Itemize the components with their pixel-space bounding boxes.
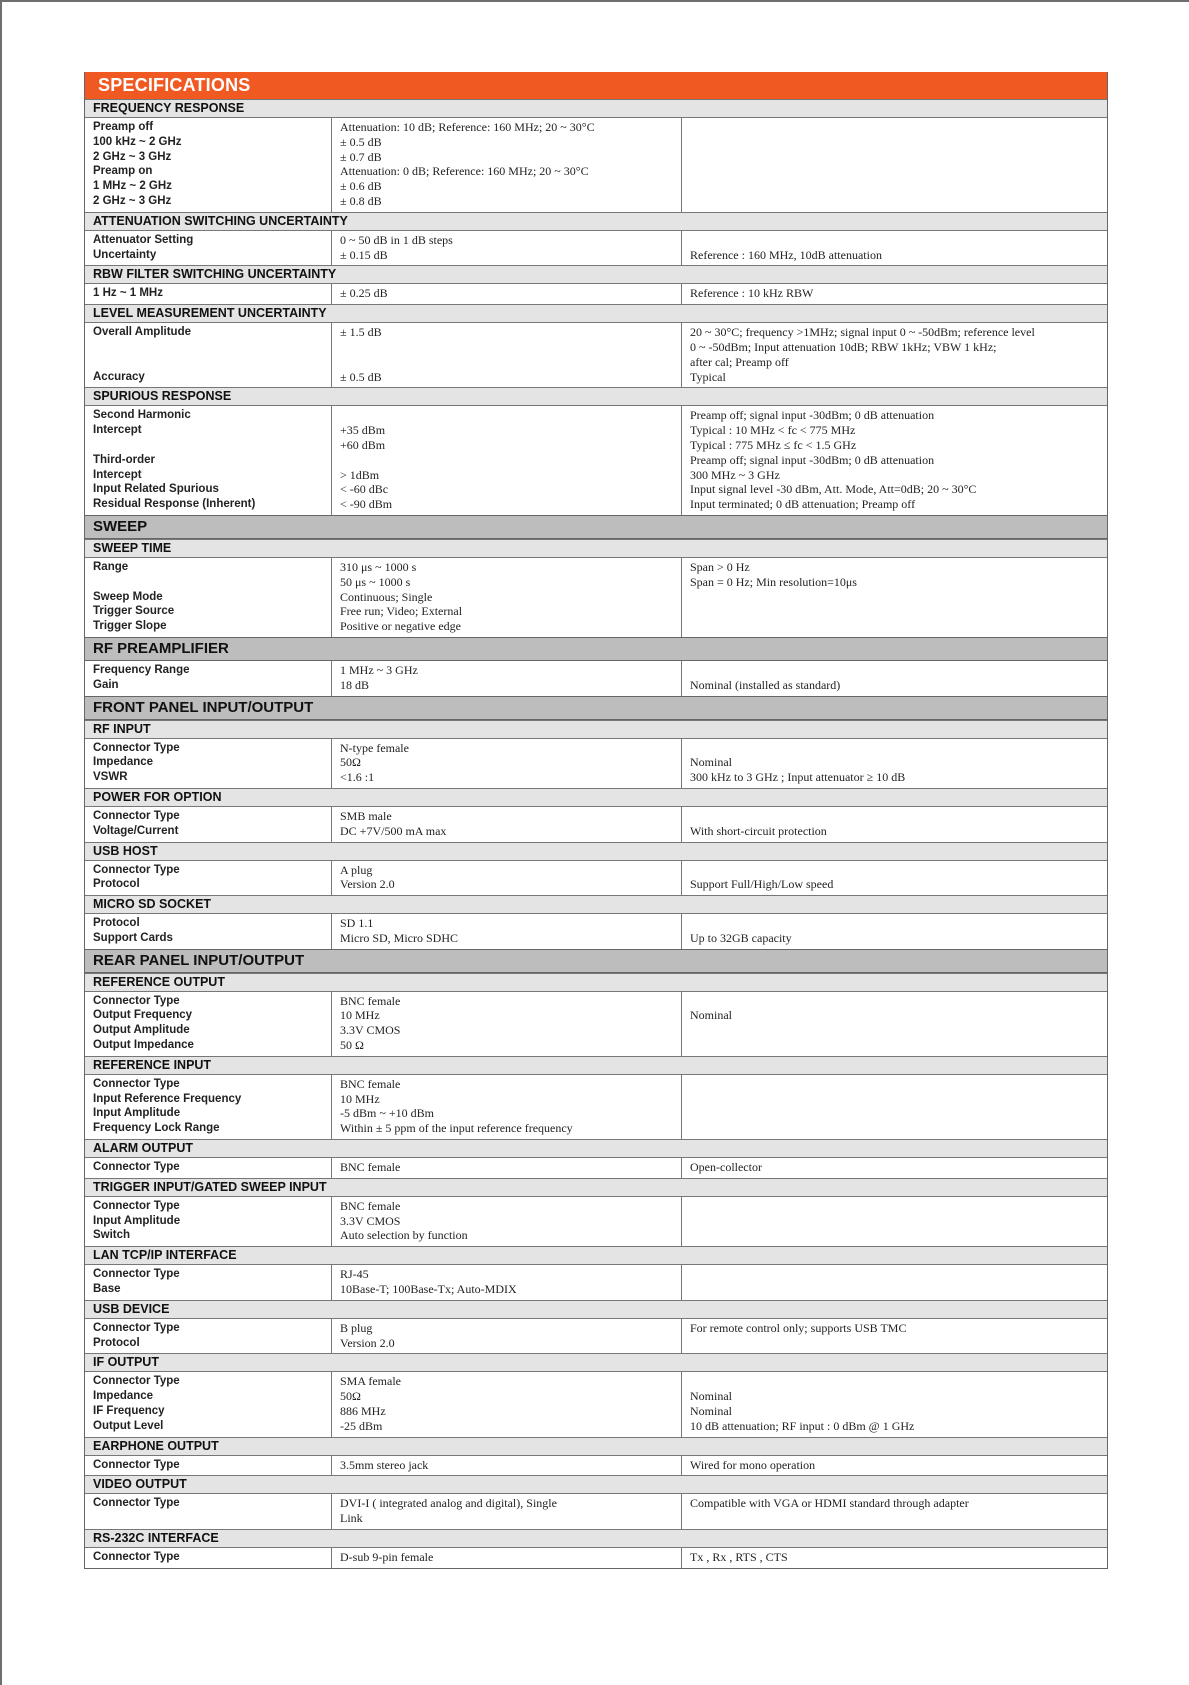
spec-value: [331, 1494, 681, 1529]
section-header: LAN TCP/IP INTERFACE: [85, 1246, 1107, 1265]
spec-note: [681, 807, 1107, 842]
spec-note-line: [690, 1214, 1099, 1229]
spec-note-line: 20 ~ 30°C; frequency >1MHz; signal input 0 ~ -50dBm; reference level: [690, 325, 1035, 340]
spec-label-line: Residual Response (Inherent): [93, 498, 256, 511]
spec-row: [85, 914, 1107, 949]
spec-row: [85, 1456, 1107, 1476]
section-header: ATTENUATION SWITCHING UNCERTAINTY: [85, 212, 1107, 231]
spec-note-line: [690, 1038, 1099, 1053]
spec-label-line: Connector Type: [93, 1551, 180, 1564]
spec-value-line: Auto selection by function: [340, 1228, 468, 1243]
section-header: RBW FILTER SWITCHING UNCERTAINTY: [85, 265, 1107, 284]
spec-note-line: [690, 1199, 1099, 1214]
spec-value-line: <1.6 :1: [340, 770, 375, 785]
spec-value-line: 886 MHz: [340, 1404, 386, 1419]
spec-value: [331, 1548, 681, 1568]
spec-label-line: Connector Type: [93, 1458, 180, 1471]
section-header: TRIGGER INPUT/GATED SWEEP INPUT: [85, 1178, 1107, 1197]
spec-note: [681, 406, 1107, 515]
spec-value-line: BNC female: [340, 1160, 401, 1175]
spec-label: [85, 992, 331, 1056]
spec-value: [331, 231, 681, 266]
spec-label-line: Preamp on: [93, 165, 153, 178]
spec-value-line: [340, 355, 673, 370]
spec-note-line: Wired for mono operation: [690, 1457, 816, 1472]
spec-note-line: Reference : 10 kHz RBW: [690, 286, 814, 301]
spec-label-line: Trigger Source: [93, 605, 175, 618]
spec-value: [331, 1372, 681, 1436]
spec-value: [331, 1197, 681, 1246]
spec-label-line: Switch: [93, 1229, 131, 1242]
spec-note-line: Nominal: [690, 755, 732, 770]
spec-value-line: ± 0.5 dB: [340, 369, 382, 384]
spec-note-line: Input signal level -30 dBm, Att. Mode, Att=0dB; 20 ~ 30°C: [690, 482, 977, 497]
spec-value-line: Free run; Video; External: [340, 604, 463, 619]
spec-label-line: [93, 575, 323, 590]
spec-value-line: [340, 453, 673, 468]
spec-note-line: 300 kHz to 3 GHz ; Input attenuator ≥ 10 dB: [690, 770, 906, 785]
spec-label-line: Gain: [93, 678, 119, 691]
spec-label-line: [93, 340, 323, 355]
spec-row: [85, 1494, 1107, 1529]
section-header: ALARM OUTPUT: [85, 1139, 1107, 1158]
spec-note: [681, 1548, 1107, 1568]
spec-note: [681, 739, 1107, 788]
spec-note-line: after cal; Preamp off: [690, 354, 789, 369]
section-header: FRONT PANEL INPUT/OUTPUT: [85, 696, 1107, 720]
spec-value-line: Version 2.0: [340, 877, 395, 892]
spec-label-line: Protocol: [93, 917, 140, 930]
spec-label-line: [93, 438, 323, 453]
spec-label: [85, 1372, 331, 1436]
spec-value: [331, 739, 681, 788]
spec-label: [85, 558, 331, 637]
spec-value-line: DVI-I ( integrated analog and digital), Single: [340, 1496, 557, 1511]
section-header: EARPHONE OUTPUT: [85, 1437, 1107, 1456]
spec-value-line: 1 MHz ~ 3 GHz: [340, 662, 418, 677]
spec-note: [681, 1265, 1107, 1300]
section-header: REFERENCE OUTPUT: [85, 973, 1107, 992]
spec-value-line: 3.3V CMOS: [340, 1213, 401, 1228]
spec-row: [85, 1197, 1107, 1246]
spec-label: [85, 1494, 331, 1529]
spec-note-line: Preamp off; signal input -30dBm; 0 dB attenuation: [690, 408, 935, 423]
spec-label: [85, 1197, 331, 1246]
spec-value-line: BNC female: [340, 1198, 401, 1213]
spec-value-line: [340, 408, 673, 423]
spec-label-line: Impedance: [93, 756, 154, 769]
section-header: RF INPUT: [85, 720, 1107, 739]
spec-value-line: 18 dB: [340, 677, 370, 692]
spec-note-line: [690, 1077, 1099, 1092]
spec-note-line: [690, 194, 1099, 209]
spec-row: [85, 1158, 1107, 1178]
section-header: IF OUTPUT: [85, 1353, 1107, 1372]
spec-value-line: Micro SD, Micro SDHC: [340, 930, 459, 945]
spec-value-line: N-type female: [340, 740, 409, 755]
spec-value-line: ± 1.5 dB: [340, 325, 382, 340]
spec-note-line: [690, 120, 1099, 135]
spec-value-line: [340, 340, 673, 355]
spec-note-line: [690, 604, 1099, 619]
spec-note-line: [690, 1092, 1099, 1107]
spec-note: [681, 1456, 1107, 1476]
spec-row: [85, 231, 1107, 266]
spec-label-line: Range: [93, 560, 129, 573]
spec-label-line: 100 kHz ~ 2 GHz: [93, 135, 182, 148]
spec-value-line: ± 0.25 dB: [340, 286, 388, 301]
spec-label-line: Output Impedance: [93, 1039, 194, 1052]
spec-label-line: Intercept: [93, 424, 142, 437]
spec-note-line: [690, 809, 1099, 824]
spec-label-line: 1 Hz ~ 1 MHz: [93, 287, 163, 300]
spec-label-line: Sweep Mode: [93, 590, 163, 603]
spec-label-line: Impedance: [93, 1390, 154, 1403]
spec-label: [85, 1456, 331, 1476]
spec-row: [85, 661, 1107, 696]
spec-label-line: Connector Type: [93, 1161, 180, 1174]
spec-value-line: 50 μs ~ 1000 s: [340, 574, 411, 589]
spec-value-line: Attenuation: 0 dB; Reference: 160 MHz; 20 ~ 30°C: [340, 164, 589, 179]
spec-label-line: Connector Type: [93, 1077, 180, 1090]
spec-value-line: BNC female: [340, 993, 401, 1008]
specifications-table: [84, 72, 1108, 1569]
spec-value-line: > 1dBm: [340, 467, 380, 482]
spec-row: [85, 1372, 1107, 1436]
spec-note-line: Nominal: [690, 1404, 732, 1419]
spec-note-line: [690, 1374, 1099, 1389]
spec-label-line: Connector Type: [93, 1321, 180, 1334]
spec-label: [85, 1319, 331, 1354]
spec-value-line: Positive or negative edge: [340, 619, 461, 634]
spec-note-line: Preamp off; signal input -30dBm; 0 dB attenuation: [690, 452, 935, 467]
spec-value-line: ± 0.8 dB: [340, 193, 382, 208]
spec-label-line: Connector Type: [93, 1199, 180, 1212]
spec-label-line: Second Harmonic: [93, 409, 191, 422]
spec-note-line: [690, 1511, 1099, 1526]
spec-note: [681, 914, 1107, 949]
spec-value-line: 10 MHz: [340, 1091, 380, 1106]
spec-value-line: 10 MHz: [340, 1008, 380, 1023]
spec-row: [85, 992, 1107, 1056]
section-header: RF PREAMPLIFIER: [85, 637, 1107, 661]
spec-label-line: IF Frequency: [93, 1405, 165, 1418]
spec-note: [681, 323, 1107, 387]
spec-label-line: Attenuator Setting: [93, 233, 194, 246]
spec-note-line: Nominal (installed as standard): [690, 677, 841, 692]
spec-note-line: Tx , Rx , RTS , CTS: [690, 1550, 788, 1565]
spec-label-line: [93, 1511, 323, 1526]
section-header: SWEEP: [85, 515, 1107, 539]
spec-value-line: Attenuation: 10 dB; Reference: 160 MHz; 20 ~ 30°C: [340, 120, 595, 134]
section-header: VIDEO OUTPUT: [85, 1475, 1107, 1494]
spec-label-line: 2 GHz ~ 3 GHz: [93, 194, 172, 207]
spec-value-line: +35 dBm: [340, 423, 386, 438]
spec-note-line: [690, 619, 1099, 634]
spec-label-line: Output Frequency: [93, 1009, 193, 1022]
spec-value-line: D-sub 9-pin female: [340, 1550, 434, 1565]
spec-note-line: Nominal: [690, 1389, 732, 1404]
spec-label: [85, 323, 331, 387]
spec-value: [331, 861, 681, 896]
spec-value-line: -5 dBm ~ +10 dBm: [340, 1106, 434, 1121]
spec-row: [85, 406, 1107, 515]
spec-note-line: Nominal: [690, 1008, 732, 1023]
section-header: RS-232C INTERFACE: [85, 1529, 1107, 1548]
spec-row: [85, 1548, 1107, 1568]
spec-note: [681, 1372, 1107, 1436]
spec-value: [331, 558, 681, 637]
spec-label-line: Output Level: [93, 1419, 164, 1432]
spec-label-line: Support Cards: [93, 931, 173, 944]
spec-row: [85, 861, 1107, 896]
spec-value: [331, 914, 681, 949]
spec-label: [85, 861, 331, 896]
spec-label-line: Base: [93, 1283, 121, 1296]
spec-note-line: [690, 663, 1099, 678]
spec-label-line: Connector Type: [93, 863, 180, 876]
spec-note-line: [690, 164, 1099, 179]
spec-value-line: BNC female: [340, 1076, 401, 1091]
spec-label-line: Voltage/Current: [93, 824, 179, 837]
spec-note-line: Typical: [690, 369, 726, 384]
spec-label-line: Trigger Slope: [93, 620, 167, 633]
spec-label-line: Input Amplitude: [93, 1214, 181, 1227]
spec-value-line: SMB male: [340, 808, 392, 823]
spec-note-line: Up to 32GB capacity: [690, 930, 792, 945]
spec-label-line: [93, 355, 323, 370]
spec-row: [85, 1265, 1107, 1300]
spec-value-line: 50Ω: [340, 755, 361, 770]
spec-note: [681, 231, 1107, 266]
spec-value-line: Continuous; Single: [340, 589, 433, 604]
spec-note-line: Open-collector: [690, 1160, 762, 1175]
spec-row: [85, 284, 1107, 304]
spec-value-line: ± 0.6 dB: [340, 179, 382, 194]
spec-note-line: Typical : 10 MHz < fc < 775 MHz: [690, 423, 856, 438]
spec-label: [85, 284, 331, 304]
spec-label: [85, 1075, 331, 1139]
section-header: REAR PANEL INPUT/OUTPUT: [85, 949, 1107, 973]
spec-note: [681, 992, 1107, 1056]
spec-label-line: Connector Type: [93, 809, 180, 822]
spec-label: [85, 1265, 331, 1300]
spec-label-line: Connector Type: [93, 1375, 180, 1388]
spec-note-line: [690, 179, 1099, 194]
spec-note-line: [690, 1267, 1099, 1282]
spec-value: [331, 406, 681, 515]
spec-label: [85, 914, 331, 949]
spec-value-line: A plug: [340, 862, 373, 877]
spec-label-line: 2 GHz ~ 3 GHz: [93, 150, 172, 163]
spec-note-line: 0 ~ -50dBm; Input attenuation 10dB; RBW 1kHz; VBW 1 kHz;: [690, 339, 997, 354]
spec-label: [85, 231, 331, 266]
spec-note-line: [690, 1106, 1099, 1121]
spec-note-line: [690, 994, 1099, 1009]
spec-value-line: < -60 dBc: [340, 482, 389, 497]
spec-note-line: [690, 1023, 1099, 1038]
spec-value-line: Version 2.0: [340, 1335, 395, 1350]
spec-note-line: [690, 863, 1099, 878]
spec-note-line: [690, 590, 1099, 605]
spec-value-line: 3.3V CMOS: [340, 1023, 401, 1038]
spec-label: [85, 406, 331, 515]
spec-note: [681, 558, 1107, 637]
section-header: MICRO SD SOCKET: [85, 895, 1107, 914]
specifications-title: SPECIFICATIONS: [85, 72, 1107, 99]
spec-label: [85, 1158, 331, 1178]
section-header: USB HOST: [85, 842, 1107, 861]
spec-note-line: [690, 1336, 1099, 1351]
spec-label: [85, 807, 331, 842]
spec-value-line: 3.5mm stereo jack: [340, 1457, 429, 1472]
spec-value-line: ± 0.7 dB: [340, 149, 382, 164]
spec-note: [681, 118, 1107, 212]
spec-note: [681, 1075, 1107, 1139]
spec-label-line: Protocol: [93, 1336, 140, 1349]
spec-value-line: B plug: [340, 1320, 373, 1335]
spec-value: [331, 1075, 681, 1139]
spec-label-line: Input Related Spurious: [93, 483, 219, 496]
spec-row: [85, 118, 1107, 212]
spec-label: [85, 739, 331, 788]
spec-note: [681, 1197, 1107, 1246]
spec-note-line: [690, 1228, 1099, 1243]
spec-note: [681, 1494, 1107, 1529]
spec-note-line: [690, 150, 1099, 165]
spec-body: [85, 99, 1107, 1568]
spec-label-line: Protocol: [93, 878, 140, 891]
spec-value-line: -25 dBm: [340, 1418, 383, 1433]
spec-label-line: Uncertainty: [93, 248, 157, 261]
spec-note-line: [690, 135, 1099, 150]
spec-value: [331, 807, 681, 842]
spec-note-line: 300 MHz ~ 3 GHz: [690, 467, 780, 482]
spec-note-line: Span > 0 Hz: [690, 559, 750, 574]
spec-note-line: [690, 741, 1099, 756]
spec-row: [85, 807, 1107, 842]
spec-value-line: 10Base-T; 100Base-Tx; Auto-MDIX: [340, 1282, 517, 1297]
spec-note-line: Reference : 160 MHz, 10dB attenuation: [690, 247, 882, 262]
spec-value: [331, 1265, 681, 1300]
spec-note-line: Typical : 775 MHz ≤ fc < 1.5 GHz: [690, 437, 857, 452]
spec-value-line: DC +7V/500 mA max: [340, 823, 447, 838]
section-header: POWER FOR OPTION: [85, 788, 1107, 807]
spec-label-line: Connector Type: [93, 1268, 180, 1281]
section-header: LEVEL MEASUREMENT UNCERTAINTY: [85, 304, 1107, 323]
spec-note-line: Input terminated; 0 dB attenuation; Preamp off: [690, 497, 916, 512]
spec-value: [331, 284, 681, 304]
spec-note-line: Compatible with VGA or HDMI standard through adapter: [690, 1496, 969, 1511]
spec-label-line: Frequency Range: [93, 663, 190, 676]
spec-label-line: Overall Amplitude: [93, 326, 191, 339]
spec-value: [331, 323, 681, 387]
spec-value-line: 310 μs ~ 1000 s: [340, 559, 417, 574]
spec-note: [681, 284, 1107, 304]
spec-note: [681, 1158, 1107, 1178]
spec-row: [85, 1075, 1107, 1139]
section-header: SPURIOUS RESPONSE: [85, 387, 1107, 406]
spec-note: [681, 661, 1107, 696]
spec-note-line: [690, 1282, 1099, 1297]
section-header: SWEEP TIME: [85, 539, 1107, 558]
section-header: FREQUENCY RESPONSE: [85, 99, 1107, 118]
spec-label-line: Third-order: [93, 453, 155, 466]
spec-value-line: Within ± 5 ppm of the input reference frequency: [340, 1121, 573, 1136]
spec-value-line: SD 1.1: [340, 916, 374, 931]
section-header: USB DEVICE: [85, 1300, 1107, 1319]
spec-value: [331, 1158, 681, 1178]
spec-value-line: 50 Ω: [340, 1038, 364, 1053]
spec-label-line: Preamp off: [93, 121, 154, 133]
spec-label-line: Connector Type: [93, 1497, 180, 1510]
spec-label-line: Accuracy: [93, 370, 145, 383]
spec-note-line: For remote control only; supports USB TMC: [690, 1320, 907, 1335]
spec-label: [85, 118, 331, 212]
spec-value: [331, 661, 681, 696]
spec-note-line: [690, 233, 1099, 248]
spec-label-line: VSWR: [93, 771, 128, 784]
spec-label-line: Frequency Lock Range: [93, 1122, 220, 1135]
spec-label-line: Input Reference Frequency: [93, 1092, 242, 1105]
spec-value-line: 0 ~ 50 dB in 1 dB steps: [340, 232, 453, 247]
spec-note-line: With short-circuit protection: [690, 823, 827, 838]
spec-label-line: Output Amplitude: [93, 1024, 190, 1037]
spec-note-line: [690, 916, 1099, 931]
spec-value-line: 50Ω: [340, 1389, 361, 1404]
spec-value-line: ± 0.15 dB: [340, 247, 388, 262]
spec-label-line: 1 MHz ~ 2 GHz: [93, 180, 172, 193]
spec-note-line: Support Full/High/Low speed: [690, 877, 834, 892]
spec-row: [85, 323, 1107, 387]
spec-value: [331, 992, 681, 1056]
spec-label-line: Intercept: [93, 468, 142, 481]
spec-label-line: Input Amplitude: [93, 1107, 181, 1120]
spec-label: [85, 1548, 331, 1568]
spec-label-line: Connector Type: [93, 994, 180, 1007]
spec-row: [85, 1319, 1107, 1354]
spec-value: [331, 1456, 681, 1476]
section-header: REFERENCE INPUT: [85, 1056, 1107, 1075]
spec-row: [85, 739, 1107, 788]
spec-row: [85, 558, 1107, 637]
spec-note: [681, 1319, 1107, 1354]
spec-value-line: < -90 dBm: [340, 497, 393, 512]
spec-value-line: SMA female: [340, 1374, 401, 1389]
spec-value-line: ± 0.5 dB: [340, 134, 382, 149]
spec-label: [85, 661, 331, 696]
spec-value-line: Link: [340, 1511, 363, 1526]
spec-label-line: Connector Type: [93, 741, 180, 754]
spec-value: [331, 118, 681, 212]
spec-note-line: Span = 0 Hz; Min resolution=10μs: [690, 574, 857, 589]
spec-note: [681, 861, 1107, 896]
spec-note-line: 10 dB attenuation; RF input : 0 dBm @ 1 GHz: [690, 1418, 915, 1433]
spec-note-line: [690, 1121, 1099, 1136]
spec-value-line: RJ-45: [340, 1267, 369, 1282]
spec-value: [331, 1319, 681, 1354]
spec-value-line: +60 dBm: [340, 437, 386, 452]
